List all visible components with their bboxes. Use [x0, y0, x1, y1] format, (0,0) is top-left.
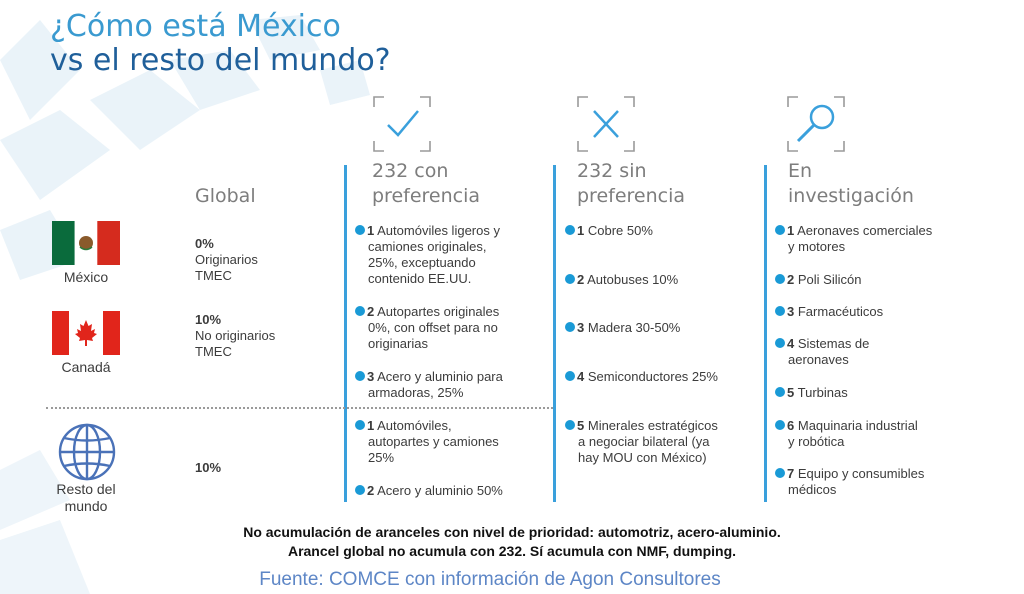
global-mexico-line-2: TMEC — [195, 268, 232, 283]
global-canada — [195, 312, 275, 360]
mexico-flag-icon — [52, 221, 120, 265]
sin-pref-item — [565, 272, 740, 288]
header-con-preferencia — [372, 159, 480, 209]
item-number: 5 — [787, 385, 795, 400]
global-canada-pct: 10% — [195, 312, 222, 327]
header-inv-l2: investigación — [788, 185, 914, 207]
x-mark-icon — [576, 95, 636, 153]
con-pref-item — [355, 369, 530, 401]
divider-investigacion — [764, 165, 767, 502]
investigacion-item — [775, 336, 950, 368]
investigacion-item — [775, 466, 950, 498]
header-con-l1: 232 con — [372, 160, 449, 182]
item-line: Maquinaria industrial — [797, 418, 918, 433]
investigacion-item — [775, 272, 950, 288]
footer-note-1: No acumulación de aranceles con nivel de prioridad: automotriz, acero-aluminio. — [243, 524, 781, 540]
title-line-2: vs el resto del mundo? — [50, 43, 391, 78]
bullet-dot — [355, 371, 365, 381]
item-line: Autobuses 10% — [587, 272, 679, 287]
global-canada-line-1: No originarios — [195, 328, 276, 343]
con-pref-item — [355, 304, 530, 352]
item-number: 1 — [787, 223, 795, 238]
bullet-dot — [775, 387, 785, 397]
item-line: contenido EE.UU. — [368, 271, 472, 286]
bullet-dot — [775, 306, 785, 316]
header-sin-l2: preferencia — [577, 185, 686, 207]
item-line: Poli Silicón — [797, 272, 862, 287]
bullet-dot — [565, 274, 575, 284]
item-line: y motores — [788, 239, 846, 254]
header-inv-l1: En — [788, 160, 813, 182]
bullet-dot — [565, 371, 575, 381]
item-line: Turbinas — [797, 385, 848, 400]
item-line: Farmacéuticos — [797, 304, 884, 319]
item-line: Semiconductores 25% — [587, 369, 718, 384]
item-line: Autopartes originales — [377, 304, 500, 319]
item-number: 1 — [367, 418, 375, 433]
item-line: Automóviles ligeros y — [377, 223, 500, 238]
bullet-dot — [775, 274, 785, 284]
con-pref-item — [355, 223, 530, 287]
global-mexico-line-1: Originarios — [195, 252, 258, 267]
item-number: 3 — [577, 320, 585, 335]
item-line: Acero y aluminio 50% — [377, 483, 503, 498]
footer-note-2: Arancel global no acumula con 232. Sí acumula con NMF, dumping. — [287, 543, 737, 559]
item-number: 7 — [787, 466, 795, 481]
title-line-1: ¿Cómo está México — [50, 9, 341, 44]
bullet-dot — [355, 420, 365, 430]
source-citation: Fuente: COMCE con información de Agon Consultores — [259, 569, 721, 590]
investigacion-item — [775, 304, 950, 320]
item-line: 0%, con offset para no — [368, 320, 498, 335]
magnifier-icon — [786, 95, 846, 153]
country-canada: Canadá — [61, 359, 111, 375]
bullet-dot — [355, 225, 365, 235]
item-line: armadoras, 25% — [368, 385, 464, 400]
bullet-dot — [775, 420, 785, 430]
item-line: Aeronaves comerciales — [797, 223, 933, 238]
item-number: 3 — [787, 304, 795, 319]
item-line: aeronaves — [788, 352, 849, 367]
checkmark-icon — [372, 95, 432, 153]
item-line: Cobre 50% — [587, 223, 653, 238]
item-number: 4 — [787, 336, 795, 351]
con-pref-item — [355, 483, 530, 499]
resto-line-2: mundo — [64, 498, 108, 514]
item-line: a negociar bilateral (ya — [578, 434, 710, 449]
global-resto — [195, 460, 221, 476]
item-number: 2 — [787, 272, 795, 287]
bullet-dot — [565, 225, 575, 235]
page-title — [50, 10, 391, 78]
sin-pref-item — [565, 369, 740, 385]
global-canada-line-2: TMEC — [195, 344, 232, 359]
global-mexico — [195, 236, 258, 284]
item-number: 2 — [367, 304, 375, 319]
country-resto-del-mundo — [38, 481, 134, 515]
item-number: 3 — [367, 369, 375, 384]
header-sin-preferencia — [577, 159, 685, 209]
header-sin-l1: 232 sin — [577, 160, 647, 182]
item-number: 2 — [577, 272, 585, 287]
item-number: 6 — [787, 418, 795, 433]
global-mexico-pct: 0% — [195, 236, 214, 251]
investigacion-item — [775, 223, 950, 255]
item-line: autopartes y camiones — [368, 434, 499, 449]
investigacion-item — [775, 418, 950, 450]
globe-icon — [56, 423, 118, 481]
bullet-dot — [565, 322, 575, 332]
divider-con-preferencia — [344, 165, 347, 502]
item-number: 1 — [577, 223, 585, 238]
bullet-dot — [355, 485, 365, 495]
item-number: 2 — [367, 483, 375, 498]
country-mexico: México — [63, 269, 109, 285]
bullet-dot — [775, 225, 785, 235]
resto-line-1: Resto del — [56, 481, 116, 497]
item-line: médicos — [788, 482, 837, 497]
canada-flag-icon — [52, 311, 120, 355]
item-line: Equipo y consumibles — [797, 466, 925, 481]
item-number: 1 — [367, 223, 375, 238]
item-line: hay MOU con México) — [578, 450, 707, 465]
bullet-dot — [775, 468, 785, 478]
sin-pref-item — [565, 223, 740, 239]
global-resto-pct: 10% — [195, 460, 222, 475]
item-number: 5 — [577, 418, 585, 433]
header-en-investigacion — [788, 159, 914, 209]
header-global: Global — [195, 185, 256, 207]
row-separator — [46, 407, 553, 409]
item-number: 4 — [577, 369, 585, 384]
item-line: Sistemas de — [797, 336, 870, 351]
item-line: Acero y aluminio para — [377, 369, 503, 384]
bullet-dot — [565, 420, 575, 430]
divider-sin-preferencia — [553, 165, 556, 502]
investigacion-item — [775, 385, 950, 401]
con-pref-item — [355, 418, 530, 466]
item-line: y robótica — [788, 434, 845, 449]
item-line: Automóviles, — [377, 418, 452, 433]
item-line: Minerales estratégicos — [587, 418, 718, 433]
item-line: Madera 30-50% — [587, 320, 681, 335]
bullet-dot — [775, 338, 785, 348]
bullet-dot — [355, 306, 365, 316]
sin-pref-item — [565, 418, 740, 466]
item-line: 25%, exceptuando — [368, 255, 476, 270]
item-line: camiones originales, — [368, 239, 487, 254]
item-line: originarias — [368, 336, 428, 351]
item-line: 25% — [368, 450, 395, 465]
header-con-l2: preferencia — [372, 185, 481, 207]
sin-pref-item — [565, 320, 740, 336]
